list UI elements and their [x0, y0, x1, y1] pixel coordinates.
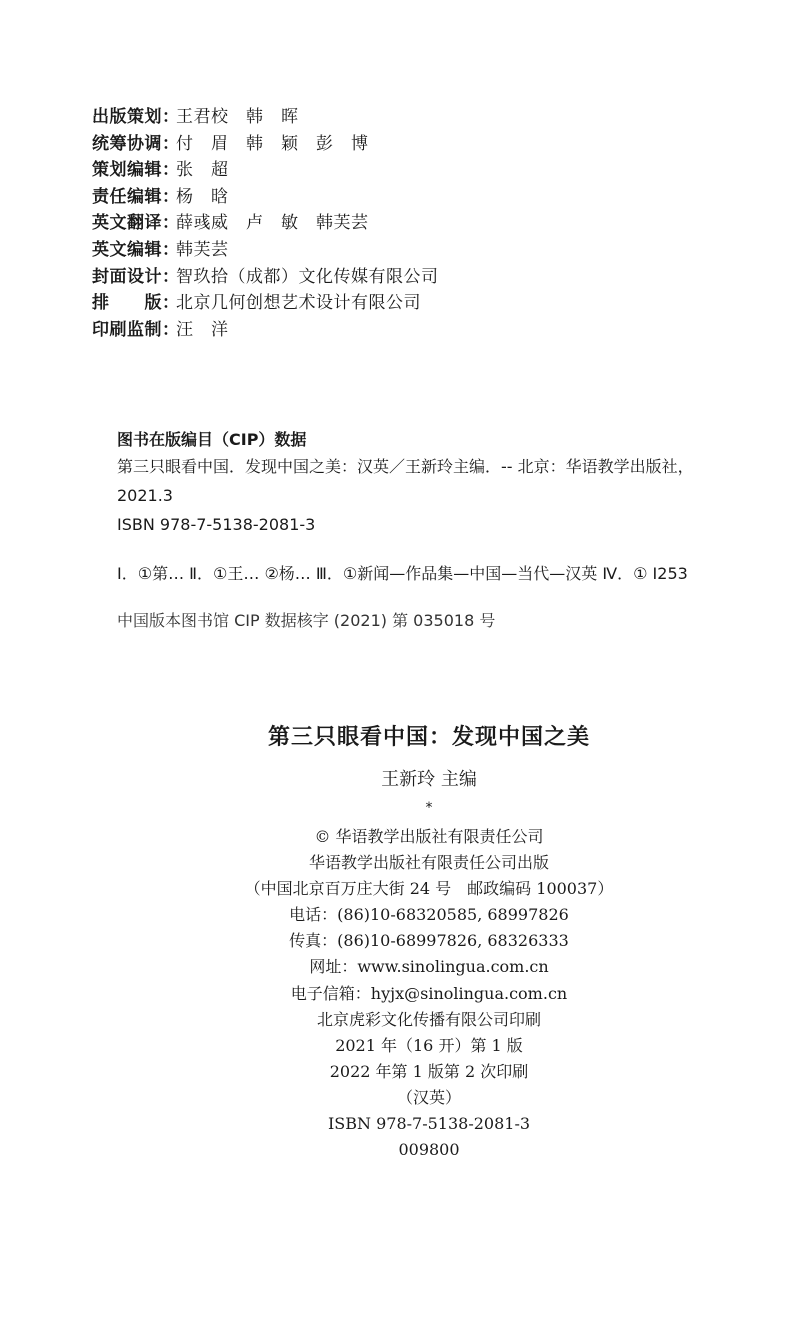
credit-row-english-translation: [92, 210, 439, 237]
credit-value: 杨 晗: [176, 186, 229, 207]
credit-row-typesetting: [92, 290, 439, 317]
credit-value: 北京几何创想艺术设计有限公司: [176, 293, 421, 314]
credit-label: 英文编辑：: [92, 239, 180, 260]
fax: 传真：(86)10-68997826, 68326333: [289, 931, 569, 951]
staff-credits: [92, 104, 439, 343]
cip-library-number: 中国版本图书馆 CIP 数据核字 (2021) 第 035018 号: [117, 611, 496, 630]
publisher: 华语教学出版社有限责任公司出版: [308, 853, 549, 873]
separator-asterisk: *: [425, 800, 433, 816]
credit-value: 张 超: [176, 160, 229, 181]
credit-row-coordination: [92, 131, 439, 158]
credit-label: 策划编辑：: [92, 160, 180, 181]
credit-label: 统筹协调：: [92, 133, 180, 154]
credit-value: 王君校 韩 晖: [176, 107, 299, 127]
chief-editor: 王新玲 主编: [381, 769, 477, 790]
printer: 北京虎彩文化传播有限公司印刷: [316, 1009, 541, 1029]
credit-row-acquisitions-editor: [92, 157, 439, 184]
language: （汉英）: [396, 1087, 461, 1107]
email: 电子信箱：hyjx@sinolingua.com.cn: [290, 983, 568, 1003]
cip-isbn: ISBN 978-7-5138-2081-3: [117, 515, 316, 534]
credit-label: 印刷监制：: [92, 319, 180, 340]
publisher-address: （中国北京百万庄大街 24 号 邮政编码 100037）: [244, 879, 614, 899]
credit-row-cover-design: [92, 264, 439, 291]
credit-row-english-editor: [92, 237, 439, 264]
cip-data-block: [117, 428, 694, 539]
credit-value: 薛彧威 卢 敏 韩芙芸: [176, 213, 369, 234]
edition: 2021 年（16 开）第 1 版: [335, 1035, 523, 1055]
credit-row-responsible-editor: [92, 184, 439, 211]
cip-title: 图书在版编目（CIP）数据: [117, 430, 307, 449]
credit-label: 责任编辑：: [92, 186, 180, 207]
copyright-holder: © 华语教学出版社有限责任公司: [314, 827, 544, 846]
credit-value: 韩芙芸: [176, 239, 229, 260]
credit-value: 付 眉 韩 颖 彭 博: [176, 133, 369, 154]
credit-label: 出版策划：: [92, 107, 180, 127]
isbn: ISBN 978-7-5138-2081-3: [327, 1114, 531, 1134]
credit-label: 排 版：: [92, 293, 180, 314]
product-code: 009800: [398, 1140, 460, 1160]
credit-label: 英文翻译：: [92, 213, 180, 234]
telephone: 电话：(86)10-68320585, 68997826: [289, 905, 569, 925]
credit-value: 智玖拾（成都）文化传媒有限公司: [176, 266, 439, 287]
printing: 2022 年第 1 版第 2 次印刷: [329, 1061, 529, 1081]
credit-row-print-supervision: [92, 317, 439, 344]
publication-info: [229, 824, 629, 1163]
colophon: [229, 724, 629, 1163]
website: 网址：www.sinolingua.com.cn: [309, 957, 549, 977]
credit-row-planning: [92, 104, 439, 131]
cip-entry-year: 2021.3: [117, 486, 173, 505]
credit-value: 汪 洋: [176, 319, 229, 340]
cip-classification: Ⅰ．①第… Ⅱ．①王… ②杨… Ⅲ．①新闻—作品集—中国—当代—汉英 Ⅳ．① I253: [117, 564, 688, 583]
cip-entry-line: 第三只眼看中国．发现中国之美：汉英／王新玲主编．-- 北京：华语教学出版社，: [117, 457, 694, 476]
book-title: 第三只眼看中国：发现中国之美: [267, 725, 590, 750]
credit-label: 封面设计：: [92, 266, 180, 287]
